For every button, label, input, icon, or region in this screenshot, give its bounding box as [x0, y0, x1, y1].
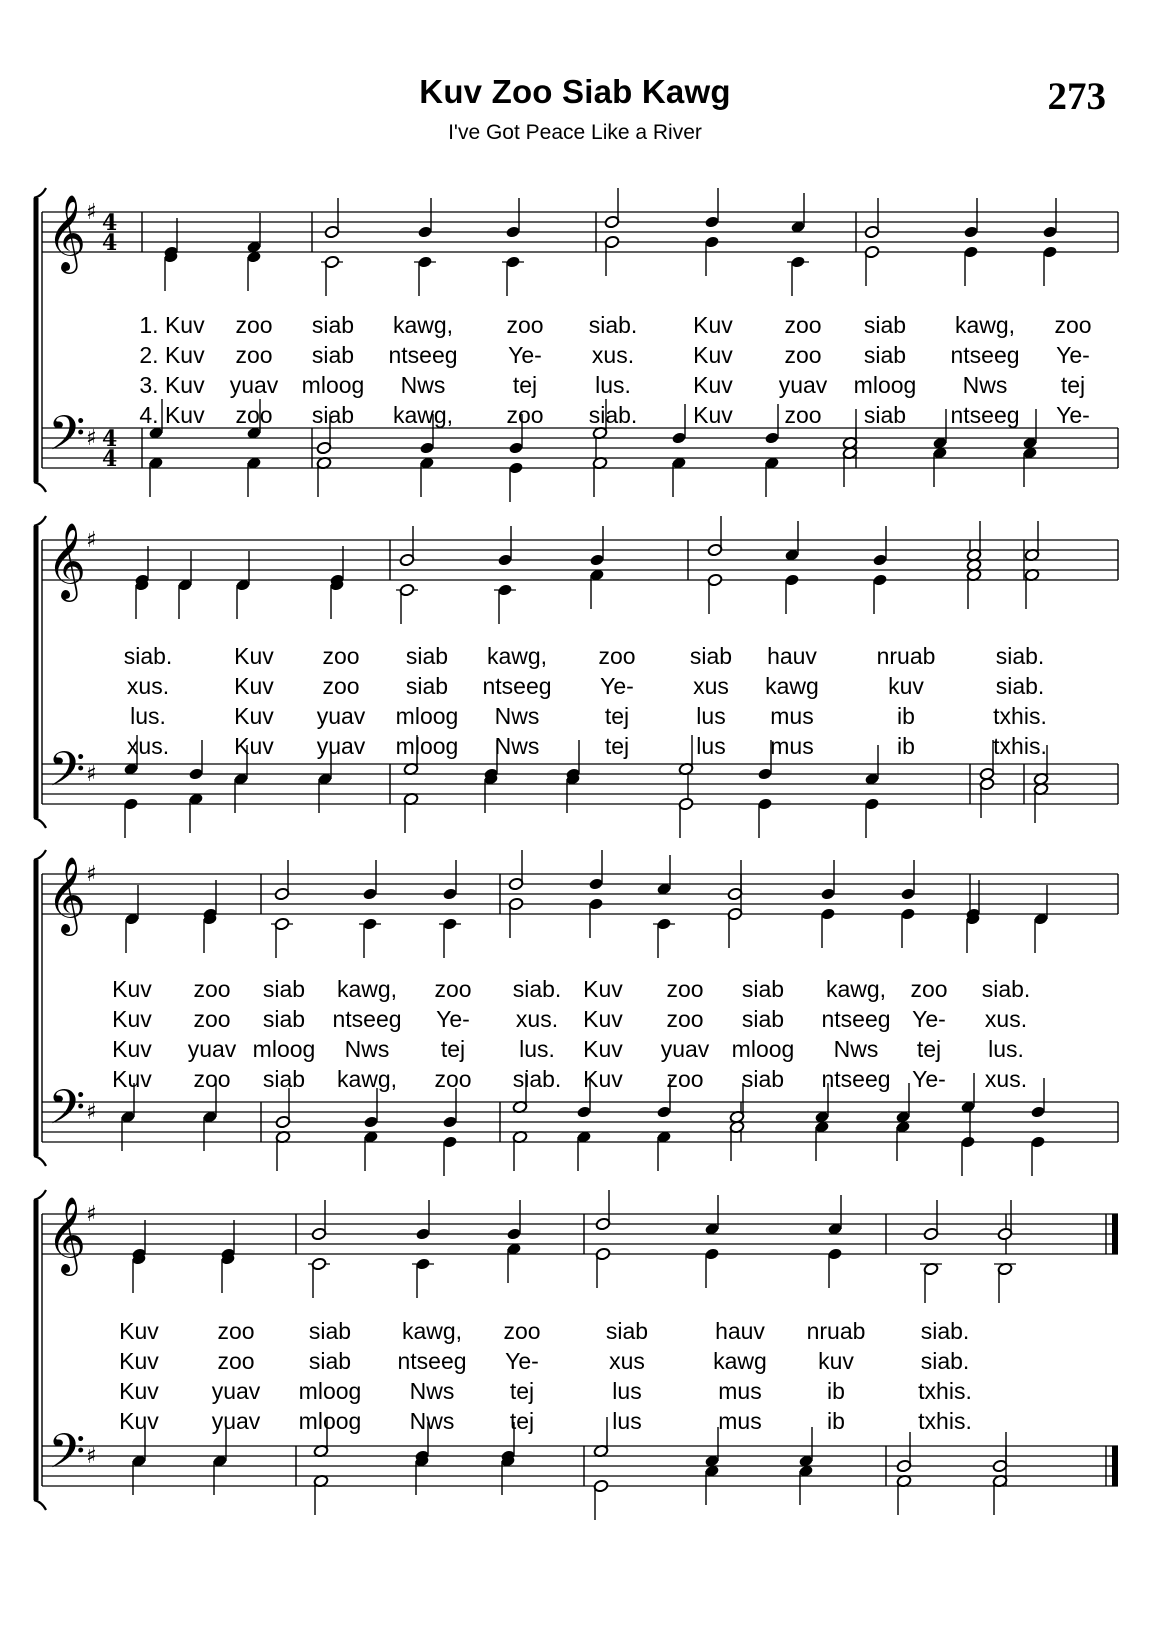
lyric-syllable: mloog: [853, 372, 917, 398]
lyric-syllable: siab: [605, 1318, 649, 1344]
lyric-syllable: siab: [863, 342, 907, 368]
bracket-hook-bottom: [34, 1156, 46, 1166]
lyric-syllable: zoo: [784, 312, 822, 338]
lyric-syllable: siab: [741, 1006, 785, 1032]
lyric-syllable: kawg,: [392, 402, 454, 428]
lyric-syllable: Nws: [344, 1036, 390, 1062]
bass-clef: 𝄢: [48, 1423, 86, 1491]
lyric-syllable: lus: [612, 1378, 642, 1404]
system-3: [34, 850, 1118, 1176]
lyric-syllable: ntseeg: [950, 402, 1020, 428]
treble-clef: 𝄞: [47, 522, 87, 599]
lyric-syllable: Kuv: [119, 1378, 159, 1404]
lyric-syllable: mloog: [252, 1036, 316, 1062]
lyric-syllable: Kuv: [583, 1066, 623, 1092]
lyric-syllable: yuav: [229, 372, 279, 398]
lyric-syllable: siab.: [920, 1348, 970, 1374]
lyric-syllable: xus.: [984, 1066, 1028, 1092]
system-4: [34, 1190, 1118, 1520]
lyric-syllable: yuav: [778, 372, 828, 398]
lyric-syllable: tej: [440, 1036, 466, 1062]
lyric-syllable: Kuv: [112, 1006, 152, 1032]
lyric-syllable: xus.: [515, 1006, 559, 1032]
lyric-syllable: Kuv: [693, 402, 733, 428]
lyric-syllable: xus.: [984, 1006, 1028, 1032]
lyric-syllable: Nws: [400, 372, 446, 398]
lyric-syllable: tej: [1060, 372, 1086, 398]
lyric-syllable: lus: [696, 733, 726, 759]
lyric-syllable: tej: [512, 372, 538, 398]
lyric-syllable: siab.: [123, 643, 173, 669]
lyric-syllable: zoo: [217, 1348, 255, 1374]
lyric-syllable: siab.: [981, 976, 1031, 1002]
lyric-syllable: siab.: [920, 1318, 970, 1344]
lyric-syllable: ib: [827, 1378, 845, 1404]
lyric-syllable: xus: [693, 673, 729, 699]
lyric-syllable: yuav: [316, 703, 366, 729]
lyric-syllable: ntseeg: [332, 1006, 402, 1032]
bass-clef: 𝄢: [48, 405, 86, 473]
lyric-syllable: yuav: [211, 1408, 261, 1434]
lyric-syllable: mus: [770, 733, 814, 759]
lyric-syllable: Nws: [409, 1378, 455, 1404]
lyric-syllable: Ye-: [912, 1006, 946, 1032]
bracket-hook-top: [34, 1190, 46, 1200]
lyric-syllable: 3. Kuv: [139, 372, 205, 398]
lyric-syllable: siab: [308, 1348, 352, 1374]
lyric-syllable: zoo: [235, 342, 273, 368]
lyric-syllable: siab.: [995, 643, 1045, 669]
lyric-syllable: mloog: [301, 372, 365, 398]
lyric-syllable: siab: [741, 976, 785, 1002]
lyric-syllable: mus: [718, 1378, 762, 1404]
lyric-syllable: mloog: [298, 1408, 362, 1434]
lyric-syllable: yuav: [187, 1036, 237, 1062]
lyric-syllable: siab: [311, 342, 355, 368]
key-signature-sharp: ♯: [86, 1202, 97, 1227]
lyric-syllable: xus: [609, 1348, 645, 1374]
lyric-syllable: zoo: [598, 643, 636, 669]
lyric-syllable: lus.: [988, 1036, 1024, 1062]
lyric-syllable: siab.: [512, 1066, 562, 1092]
lyric-syllable: siab.: [512, 976, 562, 1002]
lyric-syllable: ntseeg: [950, 342, 1020, 368]
lyric-syllable: siab: [863, 402, 907, 428]
key-signature-sharp: ♯: [86, 862, 97, 887]
lyric-syllable: nruab: [806, 1318, 866, 1344]
lyric-syllable: zoo: [1054, 312, 1092, 338]
lyric-syllable: zoo: [193, 976, 231, 1002]
lyric-syllable: zoo: [217, 1318, 255, 1344]
lyric-syllable: mloog: [395, 733, 459, 759]
lyric-syllable: xus.: [591, 342, 635, 368]
lyric-syllable: Kuv: [112, 1066, 152, 1092]
lyric-syllable: siab: [311, 402, 355, 428]
lyric-syllable: kawg,: [486, 643, 548, 669]
lyric-syllable: Nws: [494, 703, 540, 729]
key-signature-sharp: ♯: [86, 762, 97, 787]
lyric-syllable: xus.: [126, 733, 170, 759]
lyric-syllable: kawg,: [336, 976, 398, 1002]
lyric-syllable: kuv: [818, 1348, 854, 1374]
lyric-syllable: ntseeg: [821, 1006, 891, 1032]
lyric-syllable: siab: [262, 976, 306, 1002]
lyric-syllable: tej: [916, 1036, 942, 1062]
lyric-syllable: Kuv: [119, 1348, 159, 1374]
lyric-syllable: Kuv: [234, 703, 274, 729]
lyric-syllable: lus.: [130, 703, 166, 729]
lyric-syllable: zoo: [434, 1066, 472, 1092]
lyric-syllable: Kuv: [583, 976, 623, 1002]
lyric-syllable: nruab: [876, 643, 936, 669]
lyric-syllable: lus.: [595, 372, 631, 398]
bracket-hook-bottom: [34, 482, 46, 492]
treble-clef: 𝄞: [47, 1196, 87, 1273]
lyric-syllable: Kuv: [583, 1036, 623, 1062]
time-signature-bottom: 4: [102, 446, 118, 472]
key-signature-sharp: ♯: [86, 528, 97, 553]
lyric-syllable: siab: [863, 312, 907, 338]
lyric-syllable: siab: [311, 312, 355, 338]
lyric-syllable: 4. Kuv: [139, 402, 205, 428]
key-signature-sharp: ♯: [86, 1444, 97, 1469]
hymn-title: Kuv Zoo Siab Kawg: [419, 73, 731, 110]
lyric-syllable: Kuv: [583, 1006, 623, 1032]
lyric-syllable: zoo: [322, 643, 360, 669]
bass-clef: 𝄢: [48, 1079, 86, 1147]
lyric-syllable: lus.: [519, 1036, 555, 1062]
lyric-syllable: zoo: [666, 976, 704, 1002]
lyric-syllable: Kuv: [693, 342, 733, 368]
key-signature-sharp: ♯: [86, 426, 97, 451]
hymn-number: 273: [1047, 75, 1106, 118]
lyric-syllable: tej: [604, 733, 630, 759]
lyric-syllable: 1. Kuv: [139, 312, 205, 338]
lyric-syllable: txhis.: [918, 1378, 972, 1404]
system-1: [34, 188, 1118, 502]
lyric-syllable: zoo: [235, 402, 273, 428]
bracket-hook-bottom: [34, 818, 46, 828]
lyric-syllable: Ye-: [508, 342, 542, 368]
lyric-syllable: Kuv: [234, 673, 274, 699]
lyric-syllable: kawg,: [401, 1318, 463, 1344]
lyric-syllable: ntseeg: [821, 1066, 891, 1092]
lyric-syllable: Kuv: [112, 1036, 152, 1062]
lyric-syllable: Kuv: [119, 1318, 159, 1344]
lyric-syllable: Nws: [833, 1036, 879, 1062]
lyric-syllable: siab: [308, 1318, 352, 1344]
lyric-syllable: zoo: [784, 402, 822, 428]
bass-clef: 𝄢: [48, 741, 86, 809]
lyric-syllable: hauv: [767, 643, 817, 669]
lyric-syllable: siab.: [588, 312, 638, 338]
lyric-syllable: Ye-: [1056, 402, 1090, 428]
lyric-syllable: zoo: [322, 673, 360, 699]
lyric-syllable: Nws: [409, 1408, 455, 1434]
lyric-syllable: xus.: [126, 673, 170, 699]
lyric-syllable: 2. Kuv: [139, 342, 205, 368]
lyric-syllable: zoo: [193, 1066, 231, 1092]
time-signature-top: 4: [102, 426, 118, 452]
lyric-syllable: mus: [770, 703, 814, 729]
lyric-syllable: kawg,: [336, 1066, 398, 1092]
lyric-syllable: ntseeg: [388, 342, 458, 368]
hymn-subtitle: I've Got Peace Like a River: [448, 121, 702, 144]
lyric-syllable: Ye-: [436, 1006, 470, 1032]
system-2: [34, 516, 1118, 838]
lyric-syllable: zoo: [503, 1318, 541, 1344]
lyric-syllable: kuv: [888, 673, 924, 699]
lyric-syllable: yuav: [211, 1378, 261, 1404]
lyric-syllable: Kuv: [693, 372, 733, 398]
lyric-syllable: txhis.: [993, 733, 1047, 759]
treble-clef: 𝄞: [47, 194, 87, 271]
lyric-syllable: zoo: [434, 976, 472, 1002]
time-signature-top: 4: [102, 210, 118, 236]
lyric-syllable: ib: [897, 703, 915, 729]
lyric-syllable: Kuv: [112, 976, 152, 1002]
lyric-syllable: mloog: [731, 1036, 795, 1062]
lyric-syllable: txhis.: [993, 703, 1047, 729]
lyric-syllable: zoo: [506, 312, 544, 338]
lyric-syllable: txhis.: [918, 1408, 972, 1434]
lyric-syllable: zoo: [666, 1066, 704, 1092]
lyric-syllable: kawg: [765, 673, 819, 699]
lyric-syllable: mloog: [395, 703, 459, 729]
time-signature-bottom: 4: [102, 230, 118, 256]
lyric-syllable: tej: [509, 1408, 535, 1434]
lyric-syllable: tej: [509, 1378, 535, 1404]
key-signature-sharp: ♯: [86, 1100, 97, 1125]
bracket-hook-bottom: [34, 1500, 46, 1510]
lyric-syllable: zoo: [666, 1006, 704, 1032]
lyric-syllable: siab: [262, 1066, 306, 1092]
lyric-syllable: Ye-: [505, 1348, 539, 1374]
lyric-syllable: siab: [689, 643, 733, 669]
lyric-syllable: mloog: [298, 1378, 362, 1404]
lyric-syllable: kawg,: [825, 976, 887, 1002]
lyric-syllable: Nws: [962, 372, 1008, 398]
lyric-syllable: Kuv: [119, 1408, 159, 1434]
lyric-syllable: siab: [741, 1066, 785, 1092]
lyric-syllable: kawg,: [954, 312, 1016, 338]
lyric-syllable: mus: [718, 1408, 762, 1434]
lyric-syllable: Nws: [494, 733, 540, 759]
key-signature-sharp: ♯: [86, 200, 97, 225]
bracket-hook-top: [34, 188, 46, 198]
lyric-syllable: zoo: [784, 342, 822, 368]
lyric-syllable: lus: [696, 703, 726, 729]
lyric-syllable: ib: [897, 733, 915, 759]
lyric-syllable: Ye-: [912, 1066, 946, 1092]
lyric-syllable: zoo: [506, 402, 544, 428]
bracket-hook-top: [34, 516, 46, 526]
lyric-syllable: hauv: [715, 1318, 765, 1344]
lyric-syllable: lus: [612, 1408, 642, 1434]
lyric-syllable: zoo: [235, 312, 273, 338]
lyric-syllable: siab.: [588, 402, 638, 428]
lyric-syllable: kawg: [713, 1348, 767, 1374]
lyric-syllable: ib: [827, 1408, 845, 1434]
lyric-syllable: Ye-: [1056, 342, 1090, 368]
lyric-syllable: yuav: [660, 1036, 710, 1062]
lyric-syllable: siab: [262, 1006, 306, 1032]
lyric-syllable: Kuv: [693, 312, 733, 338]
lyric-syllable: zoo: [910, 976, 948, 1002]
treble-clef: 𝄞: [47, 856, 87, 933]
lyric-syllable: ntseeg: [397, 1348, 467, 1374]
bracket-hook-top: [34, 850, 46, 860]
lyric-syllable: siab: [405, 673, 449, 699]
lyric-syllable: ntseeg: [482, 673, 552, 699]
lyric-syllable: yuav: [316, 733, 366, 759]
lyric-syllable: Ye-: [600, 673, 634, 699]
lyric-syllable: tej: [604, 703, 630, 729]
lyric-syllable: kawg,: [392, 312, 454, 338]
lyric-syllable: zoo: [193, 1006, 231, 1032]
lyric-syllable: siab: [405, 643, 449, 669]
lyric-syllable: Kuv: [234, 643, 274, 669]
lyric-syllable: siab.: [995, 673, 1045, 699]
lyric-syllable: Kuv: [234, 733, 274, 759]
